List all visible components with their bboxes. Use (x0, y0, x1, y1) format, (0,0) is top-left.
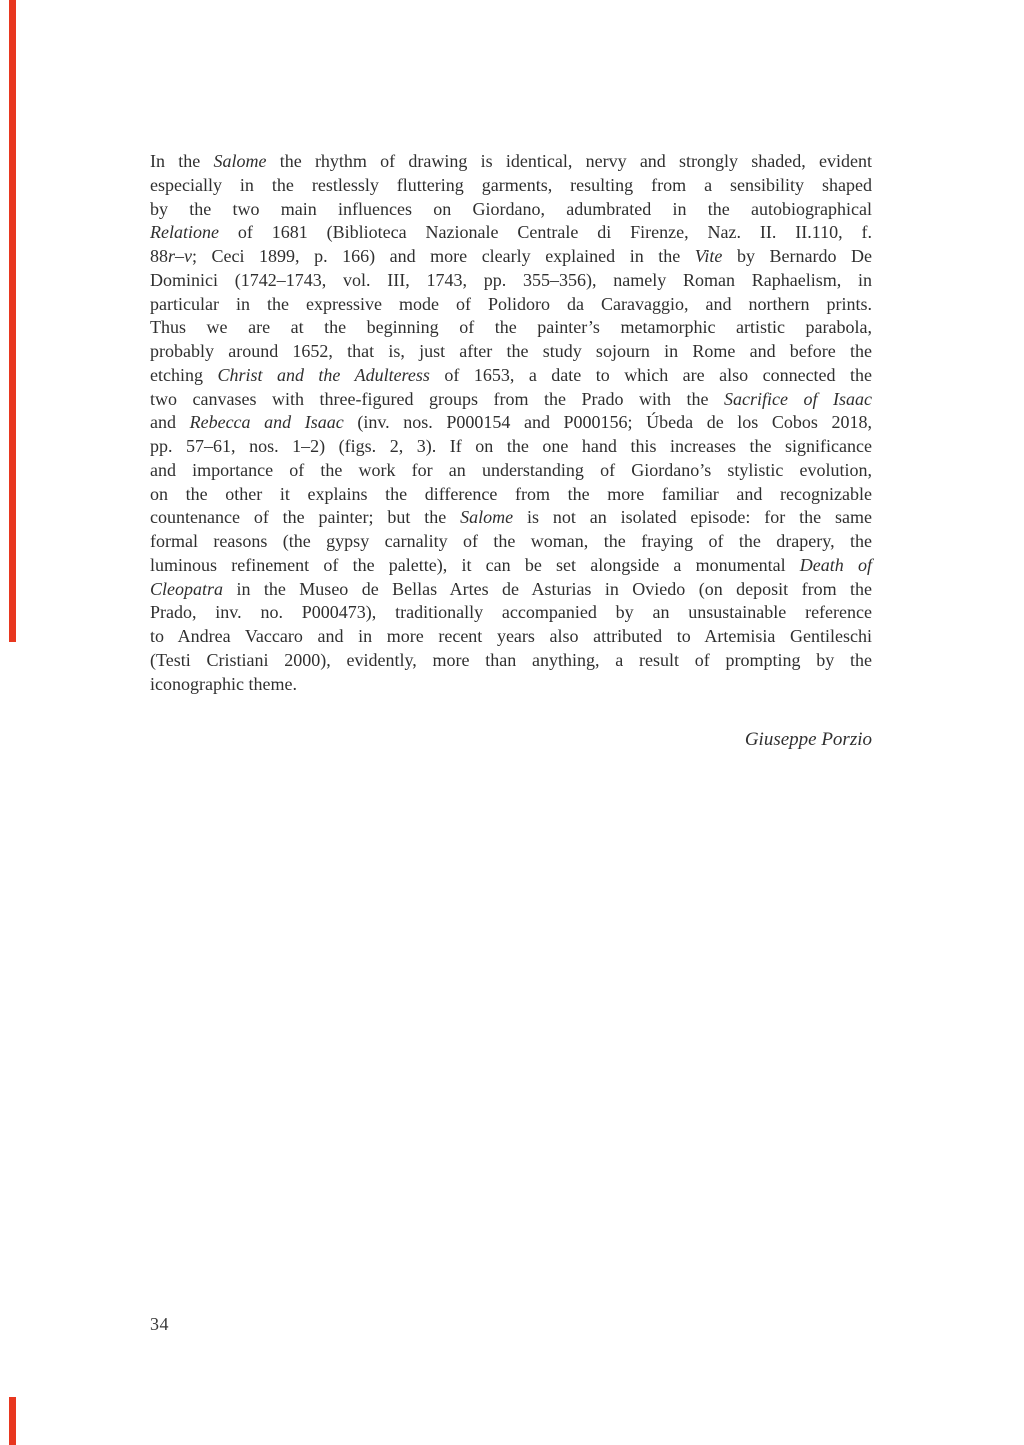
text-line (150, 673, 872, 697)
text-segment: iconographic theme. (150, 673, 297, 694)
text-segment: (inv. nos. P000154 and P000156; Úbeda de los Cobos 2018, (343, 412, 872, 433)
text-line (150, 269, 872, 293)
text-segment: Thus we are at the beginning of the painter’s metamorphic artistic parabola, (150, 317, 872, 338)
text-segment: Prado, inv. no. P000473), traditionally accompanied by an unsustainable reference (150, 602, 872, 623)
body-text (150, 150, 872, 696)
text-segment: two canvases with three-figured groups from the Prado with the (150, 388, 724, 409)
text-line (150, 506, 872, 530)
text-segment: ; Ceci 1899, p. 166) and more clearly explained in the (192, 246, 695, 266)
italic-text-segment: Salome (213, 151, 267, 171)
text-segment: of 1681 (Biblioteca Nazionale Centrale di Firenze, Naz. II. II.110, f. (218, 222, 872, 243)
text-segment: formal reasons (the gypsy carnality of the woman, the fraying of the drapery, the (150, 531, 872, 551)
text-line (150, 364, 872, 388)
italic-text-segment: Christ and the Adulteress (217, 364, 430, 385)
text-segment: (Testi Cristiani 2000), evidently, more than anything, a result of prompting by the (150, 649, 872, 670)
text-line (150, 150, 872, 174)
italic-text-segment: Death of (799, 554, 872, 575)
text-line (150, 578, 872, 602)
text-segment: etching (150, 364, 218, 385)
italic-text-segment: Sacrifice of Isaac (724, 388, 872, 409)
text-segment: particular in the expressive mode of Polidoro da Caravaggio, and northern prints. (150, 293, 872, 314)
text-segment: luminous refinement of the palette), it can be set alongside a monumental (150, 554, 800, 575)
page-number: 34 (150, 1314, 169, 1334)
text-segment: by Bernardo De (722, 246, 872, 266)
italic-text-segment: Vite (694, 246, 723, 266)
page-edge-mark-bottom (9, 1397, 16, 1445)
text-line (150, 554, 872, 578)
text-segment: to Andrea Vaccaro and in more recent years also attributed to Artemisia Gentileschi (150, 626, 872, 646)
text-line (150, 649, 872, 673)
text-segment: is not an isolated episode: for the same (513, 507, 872, 528)
text-line (150, 530, 872, 554)
text-segment: by the two main influences on Giordano, adumbrated in the autobiographical (150, 198, 872, 219)
italic-text-segment: Cleopatra (150, 578, 224, 599)
italic-text-segment: r–v (168, 246, 192, 266)
text-segment: probably around 1652, that is, just after the study sojourn in Rome and before the (150, 341, 872, 361)
text-segment: the rhythm of drawing is identical, nervy and strongly shaded, evident (266, 151, 872, 171)
text-line (150, 245, 872, 269)
text-line (150, 601, 872, 625)
text-line (150, 459, 872, 483)
text-segment: pp. 57–61, nos. 1–2) (figs. 2, 3). If on the one hand this increases the significance (150, 436, 872, 456)
text-line (150, 411, 872, 435)
text-line (150, 483, 872, 507)
text-segment: especially in the restlessly fluttering garments, resulting from a sensibility shaped (150, 174, 872, 195)
text-segment: and importance of the work for an understanding of Giordano’s stylistic evolution, (150, 459, 872, 480)
italic-text-segment: Salome (460, 507, 514, 528)
text-segment: of 1653, a date to which are also connected the (429, 364, 873, 385)
text-segment: and (150, 412, 190, 433)
text-line (150, 293, 872, 317)
text-line (150, 221, 872, 245)
italic-text-segment: Rebecca and Isaac (189, 412, 344, 433)
page-edge-mark-top (9, 0, 16, 642)
text-segment: on the other it explains the difference from the more familiar and recognizable (150, 483, 872, 504)
text-line (150, 388, 872, 412)
text-segment: 88 (150, 246, 168, 266)
author-signature: Giuseppe Porzio (744, 729, 872, 750)
text-line (150, 340, 872, 364)
italic-text-segment: Relatione (150, 222, 219, 243)
text-segment: In the (150, 151, 214, 171)
text-line (150, 198, 872, 222)
text-segment: Dominici (1742–1743, vol. III, 1743, pp. 355–356), namely Roman Raphaelism, in (150, 269, 872, 290)
text-segment: countenance of the painter; but the (150, 507, 461, 528)
text-line (150, 316, 872, 340)
text-line (150, 625, 872, 649)
text-line (150, 435, 872, 459)
text-line (150, 174, 872, 198)
text-segment: in the Museo de Bellas Artes de Asturias in Oviedo (on deposit from the (223, 578, 872, 599)
